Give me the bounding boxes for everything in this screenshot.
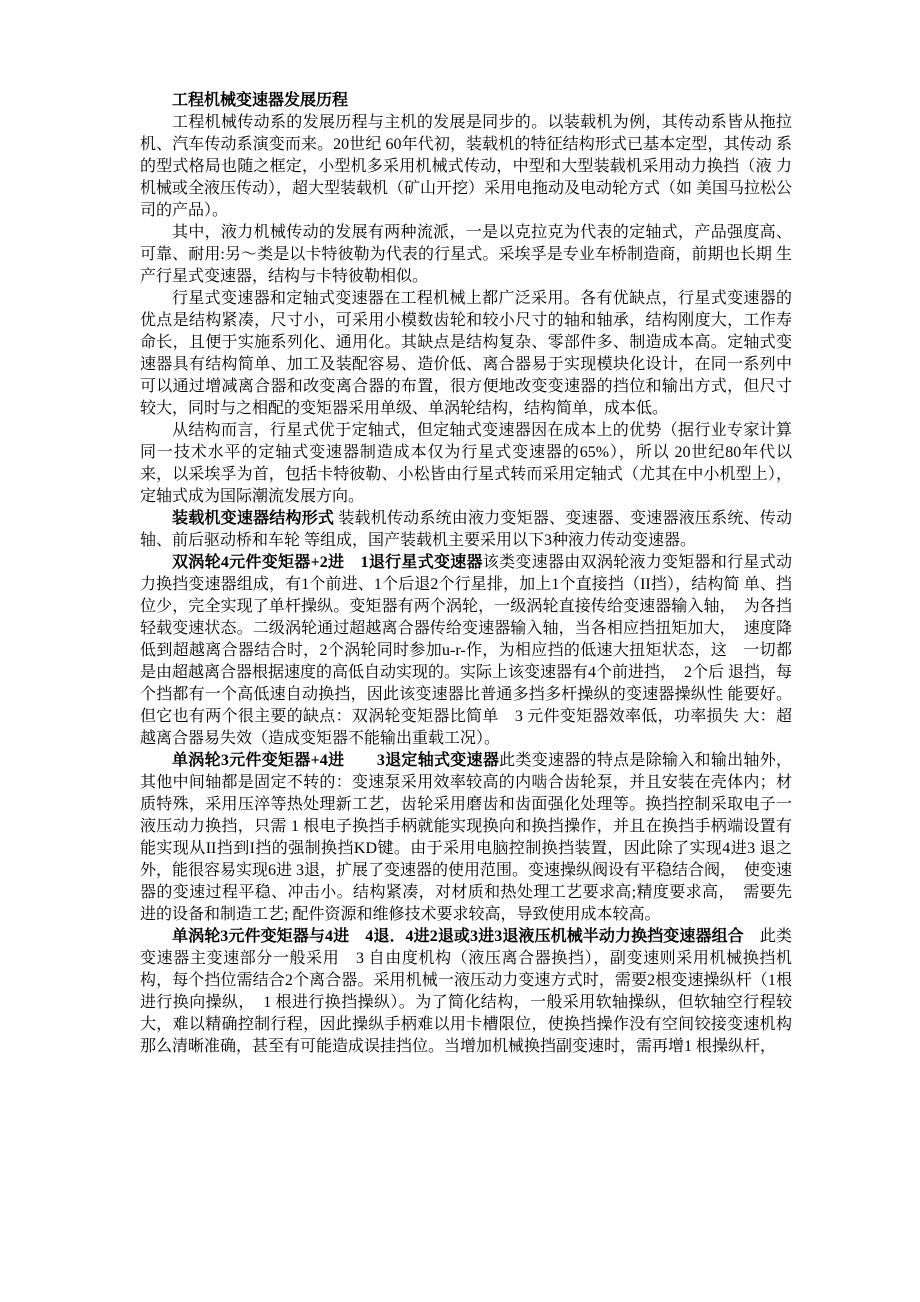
paragraph-lead: 单涡轮3元件变矩器+4进 3退定轴式变速器	[172, 752, 500, 769]
paragraph-single-turbine-fixed-shaft	[140, 750, 792, 926]
paragraph-text: 工程机械传动系的发展历程与主机的发展是同步的。以装载机为例，其传动系皆从拖拉 机、汽车传动系演变而来。20世纪 60年代初，装载机的特征结构形式已基本定型，其传动 系的型式格局也随之框定，小型机多采用机械式传动，中型和大型装载机采用动力换挡（液 力机械或全液压传动），超大型装载机（矿山开挖）采用电拖动及电动轮方式（如 美国马拉松公 司的产品）。	[140, 114, 793, 219]
paragraph-two-schools	[140, 222, 792, 288]
paragraph-text: 此类变速器的特点是除输入和输出轴外，其他中间轴都是固定不转的：变速泵采用效率较高的内啮合齿轮泵，并且安装在壳体内；材质特殊，采用压淬等热处理新工艺，齿轮采用磨齿和齿面强化处理等。换挡控制采取电子一液压动力换挡，只需 1 根电子换挡手柄就能实现换向和换挡操作，并且在换挡手柄端设置有能实现从II挡到I挡的强制换挡KD键。由于采用电脑控制换挡装置，因此除了实现4进3 退之外，能很容易实现6进 3退，扩展了变速器的使用范围。变速操纵阀设有平稳结合阀， 使变速器的变速过程平稳、冲击小。结构紧凑，对材质和热处理工艺要求高;精度要求高， 需要先进的设备和制造工艺; 配件资源和维修技术要求较高，导致使用成本较高。	[140, 752, 793, 923]
paragraph-planetary-vs-fixed	[140, 288, 792, 420]
paragraph-cost-comparison	[140, 420, 792, 508]
paragraph-lead: 双涡轮4元件变矩器+2进 1退行星式变速器	[172, 554, 483, 571]
paragraph-lead: 单涡轮3元件变矩器与4进 4退．4进2退或3进3退液压机械半动力换挡变速器组合	[172, 928, 744, 945]
paragraph-loader-structure	[140, 508, 792, 552]
paragraph-text: 装载机传动系统由液力变矩器、变速器、变速器液压系统、传动轴、前后驱动桥和车轮 等组成，国产装载机主要采用以下3种液力传动变速器。	[140, 510, 792, 549]
paragraph-semi-powershift-combo	[140, 926, 792, 1058]
paragraph-text: 该类变速器由双涡轮液力变矩器和行星式动力换挡变速器组成，有1个前进、1个后退2个行星排，加上1个直接挡（II挡），结构简 单、挡位少，完全实现了单杆操纵。变矩器有两个涡轮，一级涡轮直接传给变速器输入轴， 为各挡轻载变速状态。二级涡轮通过超越离合器传给变速器输入轴，当各相应挡扭矩加大， 速度降低到超越离合器结合时，2个涡轮同时参加u-r-作，为相应挡的低速大扭矩状态，这 一切都是由超越离合器根据速度的高低自动实现的。实际上该变速器有4个前进挡， 2个后 退挡，每个挡都有一个高低速自动换挡，因此该变速器比普通多挡多杆操纵的变速器操纵性 能要好。但它也有两个很主要的缺点：双涡轮变矩器比简单 3 元件变矩器效率低，功率损失 大：超越离合器易失效（造成变矩器不能输出重载工况）。	[140, 554, 793, 747]
paragraph-text: 其中，液力机械传动的发展有两种流派，一是以克拉克为代表的定轴式，产品强度高、 可靠、耐用:另～类是以卡特彼勒为代表的行星式。采埃孚是专业车桥制造商，前期也长期 生产行星式变速器，结构与卡特彼勒相似。	[140, 224, 792, 285]
paragraph-text: 从结构而言，行星式优于定轴式，但定轴式变速器因在成本上的优势（据行业专家计算 同一技术水平的定轴式变速器制造成本仅为行星式变速器的65%），所以 20世纪80年代以 来，以采埃孚为首，包括卡特彼勒、小松皆由行星式转而采用定轴式（尤其在中小机型上）， 定轴式成为国际潮流发展方向。	[140, 422, 792, 505]
paragraph-text: 此类变速器主变速部分一般采用 3 自由度机构（液压离合器换挡），副变速则采用机械换挡机构，每个挡位需结合2个离合器。采用机械一液压动力变速方式时，需要2根变速操纵杆（1根进行换向操纵， 1 根进行换挡操纵）。为了简化结构，一般采用软轴操纵，但软轴空行程较大，难以精确控制行程，因此操纵手柄难以用卡槽限位，使换挡操作没有空间铰接变速机构那么清晰准确，甚至有可能造成误挂挡位。当增加机械换挡副变速时，需再增1 根操纵杆，	[140, 928, 792, 1055]
document-title: 工程机械变速器发展历程	[172, 92, 349, 109]
document-body	[140, 90, 792, 1058]
paragraph-twin-turbine-planetary	[140, 552, 792, 750]
paragraph-intro	[140, 112, 792, 222]
paragraph-lead: 装载机变速器结构形式	[172, 510, 335, 527]
paragraph-text: 行星式变速器和定轴式变速器在工程机械上都广泛采用。各有优缺点，行星式变速器的 优点是结构紧凑，尺寸小，可采用小模数齿轮和较小尺寸的轴和轴承，结构刚度大，工作寿 命长，且便于实施系列化、通用化。其缺点是结构复杂、零部件多、制造成本高。定轴式变 速器具有结构简单、加工及装配容易、造价低、离合器易于实现模块化设计，在同一系列中 可以通过增减离合器和改变离合器的布置，很方便地改变变速器的挡位和输出方式，但尺寸 较大，同时与之相配的变矩器采用单级、单涡轮结构，结构简单，成本低。	[140, 290, 792, 417]
